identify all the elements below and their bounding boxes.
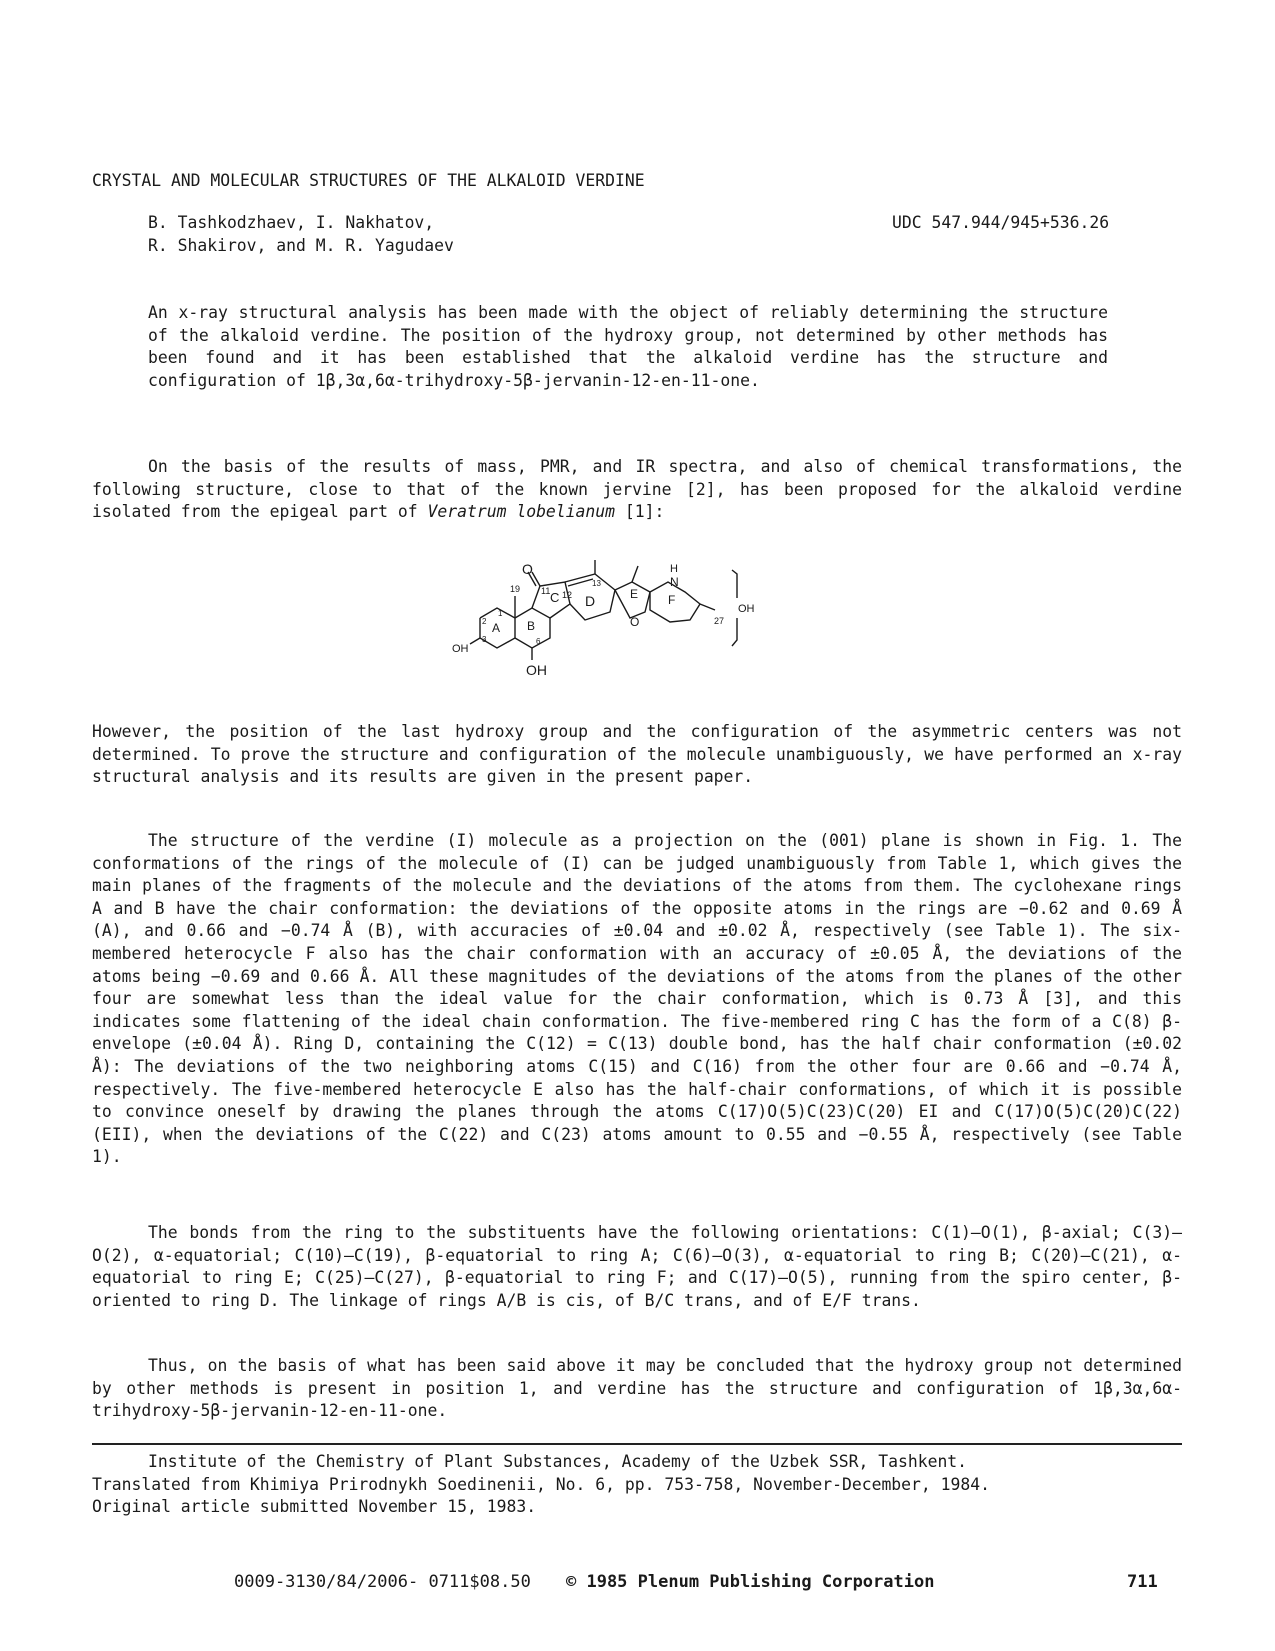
oh-bracket-label: OH <box>738 603 755 615</box>
c11-label: 11 <box>541 586 551 596</box>
ketone-bond <box>532 572 540 586</box>
author-list <box>148 212 454 257</box>
bracket-top <box>732 570 737 598</box>
nh-h-label: H <box>670 563 678 575</box>
c6-label: 6 <box>536 637 541 646</box>
udc-code: UDC 547.944/945+536.26 <box>892 213 1110 232</box>
footnote <box>92 1451 1182 1519</box>
ketone-o-label: O <box>522 561 533 577</box>
ring-d-label: D <box>585 593 596 609</box>
c2-label: 2 <box>482 617 487 626</box>
paragraph-2-text: However, the position of the last hydroxy group and the configuration of the asymmetric centers was not determined. To prove the structure and configuration of the molecule unambiguously, we have performed an x-ray structural analysis and its results are given in the present paper. <box>92 722 1182 787</box>
bracket-bottom <box>732 618 737 646</box>
paragraph-5 <box>92 1355 1182 1423</box>
paragraph-5-text: Thus, on the basis of what has been said above it may be concluded that the hydroxy group not determined by other methods is present in position 1, and verdine has the structure and configuration of 1β,3α,6α-trihydroxy-5β-jervanin-12-en-11-one. <box>92 1356 1182 1421</box>
paragraph-1-ref: [1]: <box>615 502 665 522</box>
c27-methyl-bond <box>700 604 715 610</box>
author-line-1: B. Tashkodzhaev, I. Nakhatov, <box>148 213 435 232</box>
c1-label: 1 <box>498 609 503 618</box>
c21-methyl-bond <box>632 566 638 582</box>
ether-o-label: O <box>630 615 640 629</box>
footnote-divider <box>92 1443 1182 1445</box>
species-name: Veratrum lobelianum <box>427 502 616 522</box>
footnote-submission: Original article submitted November 15, 1983. <box>92 1497 537 1517</box>
article-title: CRYSTAL AND MOLECULAR STRUCTURES OF THE ALKALOID VERDINE <box>92 171 645 190</box>
paragraph-2 <box>92 721 1182 789</box>
c13-label: 13 <box>592 579 601 588</box>
paragraph-4 <box>92 1222 1182 1312</box>
page-number: 711 <box>1127 1572 1158 1592</box>
c12-label: 12 <box>562 590 573 600</box>
ring-a-label: A <box>492 621 501 635</box>
paragraph-1 <box>92 456 1182 524</box>
footnote-translation: Translated from Khimiya Prirodnykh Soedinenii, No. 6, pp. 753-758, November-December, 1984. <box>92 1474 990 1494</box>
c3-label: 3 <box>482 635 487 644</box>
copyright-notice: © 1985 Plenum Publishing Corporation <box>566 1572 935 1592</box>
paragraph-1-text: On the basis of the results of mass, PMR, and IR spectra, and also of chemical transformations, the following structure, close to that of the known jervine [2], has been proposed for the alkaloid verdine isolated from the epigeal part of <box>92 457 1182 522</box>
oh-c3-label: OH <box>452 643 469 655</box>
nh-n-label: N <box>670 575 679 589</box>
paragraph-3 <box>92 830 1182 1169</box>
paragraph-4-text: The bonds from the ring to the substituents have the following orientations: C(1)—O(1), β-axial; C(3)—O(2), α-equatorial; C(10)—C(19), β-equatorial to ring A; C(6)—O(3), α-equatorial to ring B; C(20)—C(21), α-equatorial to ring E; C(25)—C(27), β-equatorial to ring F; and C(17)—O(5), running from the spiro center, β-oriented to ring D. The linkage of rings A/B is cis, of B/C trans, and of E/F trans. <box>92 1223 1182 1310</box>
ring-e-label: E <box>630 587 639 601</box>
verdine-structure-diagram <box>452 560 790 685</box>
c27-label: 27 <box>714 616 725 626</box>
oh-c6-label: OH <box>526 662 547 678</box>
author-line-2: R. Shakirov, and M. R. Yagudaev <box>148 235 454 255</box>
ring-c-label: C <box>550 590 560 605</box>
ring-b-label: B <box>527 619 536 633</box>
footnote-affiliation: Institute of the Chemistry of Plant Substances, Academy of the Uzbek SSR, Tashkent. <box>148 1452 968 1471</box>
paragraph-3-text: The structure of the verdine (I) molecule as a projection on the (001) plane is shown in Fig. 1. The conformations of the rings of the molecule of (I) can be judged unambiguously from Table 1, which gives the main planes of the fragments of the molecule and the deviations of the atoms from them. The cyclohexane rings A and B have the chair conformation: the deviations of the opposite atoms in the rings are −0.62 and 0.69 Å (A), and 0.66 and −0.74 Å (B), with accuracies of ±0.04 and ±0.02 Å, respectively (see Table 1). The six-membered heterocycle F also has the chair conformation with an accuracy of ±0.05 Å, the deviations of the atoms being −0.69 and 0.66 Å. All these magnitudes of the deviations of the atoms from the planes of the other four are somewhat less than the ideal value for the chair conformation, which is 0.73 Å [3], and this indicates some flattening of the ideal chain conformation. The five-membered ring C has the form of a C(8) β-envelope (±0.04 Å). Ring D, containing the C(12) = C(13) double bond, has the half chair conformation (±0.02 Å): The deviations of the two neighboring atoms C(15) and C(16) from the other four are 0.66 and −0.74 Å, respectively. The five-membered heterocycle E also has the half-chair conformations, of which it is possible to convince oneself by drawing the planes through the atoms C(17)O(5)C(23)C(20) EI and C(17)O(5)C(20)C(22) (EII), when the deviations of the C(22) and C(23) atoms amount to 0.55 and −0.55 Å, respectively (see Table 1). <box>92 831 1182 1167</box>
publication-code: 0009-3130/84/2006- 0711$08.50 <box>234 1572 531 1592</box>
abstract: An x-ray structural analysis has been made with the object of reliably determining the structure of the alkaloid verdine. The position of the hydroxy group, not determined by other methods has been found and it has been established that the alkaloid verdine has the structure and configuration of 1β,3α,6α-trihydroxy-5β-jervanin-12-en-11-one. <box>148 303 1108 390</box>
c3-oh-bond <box>470 638 480 644</box>
ring-f-label: F <box>668 593 676 607</box>
c19-label: 19 <box>510 584 521 594</box>
